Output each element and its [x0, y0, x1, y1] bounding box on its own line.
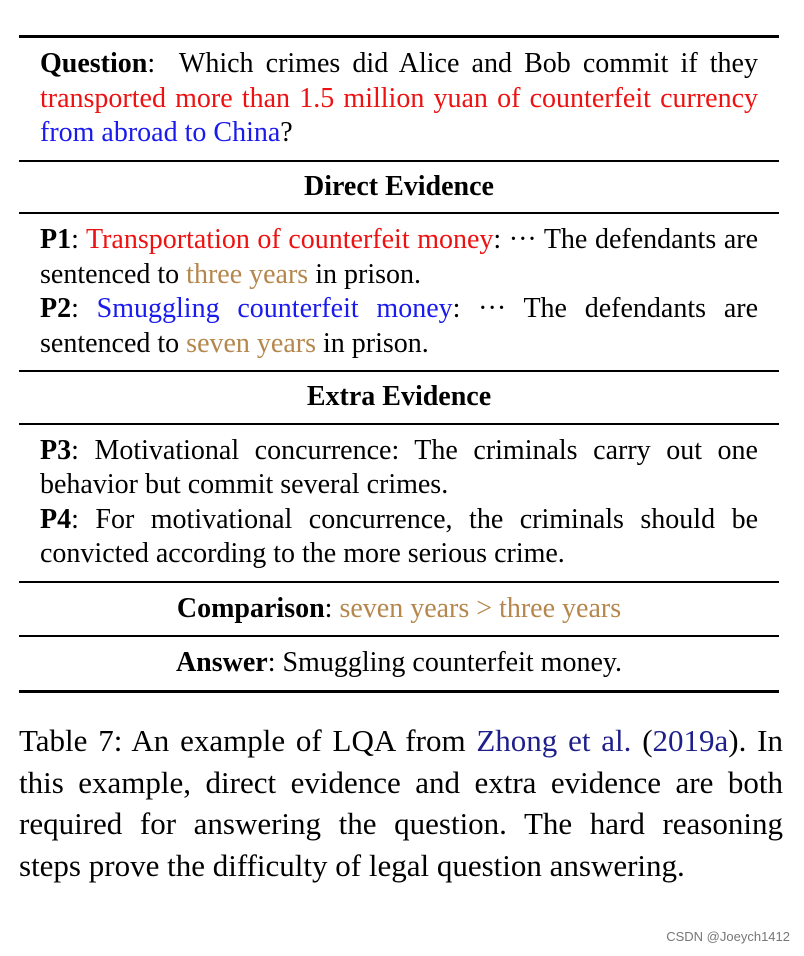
- direct-evidence-heading: Direct Evidence: [304, 170, 494, 202]
- extra-evidence-cell: [19, 425, 779, 581]
- comparison-label: Comparison: [176, 592, 325, 624]
- answer-cell: [19, 637, 779, 690]
- question-highlight-origin: from abroad to China: [40, 117, 281, 148]
- comparison-cell: [19, 583, 779, 636]
- question-sep: :: [147, 48, 156, 79]
- p1-sep: :: [71, 224, 79, 255]
- p1-ellipsis: : ···: [493, 224, 544, 255]
- p1-text: The defendants are sentenced to: [40, 224, 758, 290]
- question-highlight-transport: transported more than 1.5 million yuan of counterfeit currency: [40, 82, 758, 114]
- caption-paren-close: ).: [728, 723, 747, 758]
- p1-text-end: in prison.: [315, 258, 421, 290]
- bottom-rule: [19, 690, 779, 693]
- p3-text: : Motivational concurrence: The criminals carry out one behavior but commit several crimes.: [40, 434, 758, 500]
- p2-text: The defendants are sentenced to: [40, 293, 758, 359]
- premise-p4: [40, 503, 758, 572]
- p2-text-end: in prison.: [323, 327, 429, 359]
- p2-sep: :: [71, 293, 79, 324]
- premise-p2: [40, 292, 758, 361]
- p2-title: Smuggling counterfeit money: [96, 293, 453, 324]
- p2-label: P2: [40, 293, 72, 324]
- p1-title: Transportation of counterfeit money: [85, 224, 494, 255]
- direct-evidence-cell: [19, 214, 779, 370]
- p4-text: : For motivational concurrence, the criminals should be convicted according to the more serious crime.: [40, 503, 758, 569]
- extra-evidence-heading: Extra Evidence: [306, 381, 492, 412]
- question-label: Question: [40, 48, 148, 79]
- premise-p1: [40, 223, 758, 292]
- watermark: CSDN @Joeych1412: [666, 929, 790, 944]
- p3-label: P3: [40, 434, 72, 466]
- example-table: [19, 35, 779, 693]
- answer-label: Answer: [175, 647, 268, 678]
- question-cell: [19, 38, 779, 160]
- comparison-expr: seven years > three years: [339, 592, 622, 624]
- p1-label: P1: [40, 224, 72, 255]
- caption-prefix: Table 7: An example of LQA from: [19, 723, 477, 758]
- p4-label: P4: [40, 503, 72, 535]
- p1-years: three years: [186, 258, 309, 290]
- question-mark: ?: [280, 117, 293, 148]
- answer-text: : Smuggling counterfeit money.: [267, 647, 623, 678]
- caption-body: In this example, direct evidence and extra evidence are both required for answering the question. The hard reasoning steps prove the difficulty of legal question answering.: [19, 723, 783, 883]
- citation-year-link[interactable]: 2019a: [652, 723, 729, 758]
- p2-years: seven years: [186, 327, 316, 359]
- caption-paren-open: (: [631, 723, 653, 758]
- question-text: Which crimes did Alice and Bob commit if they: [178, 48, 758, 79]
- table-caption: [19, 720, 783, 886]
- citation-author-link[interactable]: Zhong et al.: [476, 723, 632, 758]
- premise-p3: [40, 434, 758, 503]
- p2-ellipsis: : ···: [452, 293, 524, 324]
- comparison-sep: :: [324, 592, 340, 624]
